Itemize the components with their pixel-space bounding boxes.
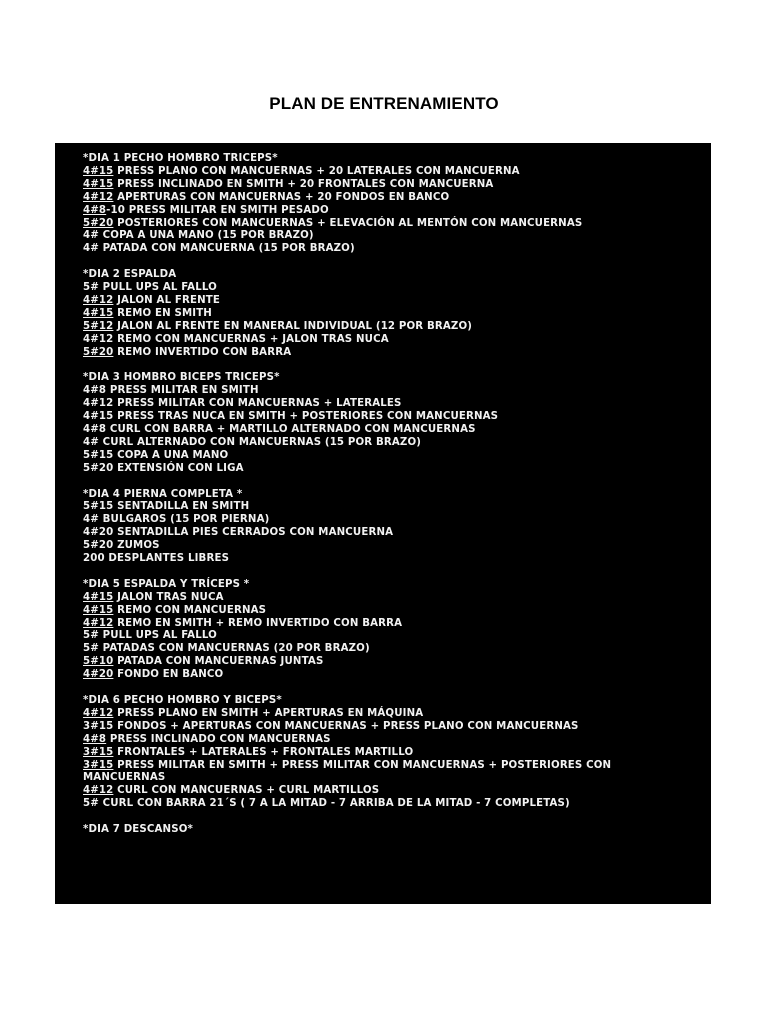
exercise-sets: 4#8 (83, 733, 107, 745)
exercise-sets: 4#20 (83, 669, 114, 681)
exercise-sets: 3#15 (83, 746, 114, 758)
exercise-line (83, 230, 683, 243)
exercise-line (83, 166, 683, 179)
exercise-sets: 4#15 (83, 307, 114, 319)
exercise-line (83, 308, 683, 321)
day-header: *DIA 5 ESPALDA Y TRÍCEPS * (83, 578, 250, 590)
exercise-description: PRESS MILITAR CON MANCUERNAS + LATERALES (113, 398, 402, 410)
exercise-line (83, 437, 683, 450)
exercise-sets: 3#15 (83, 759, 114, 771)
exercise-line (83, 334, 683, 347)
exercise-sets: 5#20 (83, 346, 114, 358)
day-block (83, 824, 683, 837)
exercise-description: REMO EN SMITH (113, 307, 212, 319)
exercise-line (83, 630, 683, 643)
exercise-description: CURL ALTERNADO CON MANCUERNAS (15 POR BRAZO) (98, 436, 422, 448)
day-header: *DIA 1 PECHO HOMBRO TRICEPS* (83, 153, 278, 164)
exercise-sets: 5#20 (83, 462, 114, 474)
exercise-description: PATADA CON MANCUERNAS JUNTAS (113, 656, 324, 668)
exercise-line (83, 398, 683, 411)
exercise-sets: 5# (83, 282, 99, 294)
exercise-line (83, 205, 683, 218)
exercise-description: FONDOS + APERTURAS CON MANCUERNAS + PRESS PLANO CON MANCUERNAS (113, 720, 579, 732)
exercise-description: CURL CON BARRA + MARTILLO ALTERNADO CON MANCUERNAS (106, 424, 476, 435)
exercise-description: CURL CON MANCUERNAS + CURL MARTILLOS (113, 785, 380, 797)
exercise-description: PRESS PLANO CON MANCUERNAS + 20 LATERALES CON MANCUERNA (113, 165, 520, 177)
exercise-description: FRONTALES + LATERALES + FRONTALES MARTILLO (113, 746, 414, 758)
exercise-description: PULL UPS AL FALLO (98, 282, 217, 294)
workout-plan-text (83, 153, 683, 850)
day-block (83, 372, 683, 475)
exercise-sets: 4#12 (83, 333, 114, 345)
exercise-sets: 4#15 (83, 604, 114, 616)
exercise-line (83, 618, 683, 631)
exercise-sets: 4# (83, 230, 99, 242)
exercise-line (83, 721, 683, 734)
exercise-sets: 5# (83, 630, 99, 642)
exercise-sets: 4#8 (83, 424, 107, 435)
exercise-sets: 4#15 (83, 591, 114, 603)
exercise-description: JALON AL FRENTE (113, 294, 221, 306)
exercise-description: SENTADILLA EN SMITH (113, 501, 250, 513)
exercise-sets: 4#15 (83, 411, 114, 423)
exercise-sets: 4#12 (83, 617, 114, 629)
exercise-description: PRESS INCLINADO CON MANCUERNAS (106, 733, 331, 745)
exercise-line (83, 514, 683, 527)
exercise-sets: 5#20 (83, 540, 114, 552)
exercise-description: COPA A UNA MANO (15 POR BRAZO) (98, 230, 314, 242)
exercise-description: PRESS TRAS NUCA EN SMITH + POSTERIORES CON MANCUERNAS (113, 411, 499, 423)
exercise-line (83, 553, 683, 566)
exercise-line (83, 605, 683, 618)
exercise-line (83, 734, 683, 747)
exercise-sets: 4#12 (83, 785, 114, 797)
workout-plan-image (55, 143, 711, 904)
exercise-sets: 5#12 (83, 320, 114, 332)
exercise-description: PRESS MILITAR EN SMITH (106, 385, 259, 397)
exercise-sets: 4#12 (83, 707, 114, 719)
exercise-description: BULGAROS (15 POR PIERNA) (98, 514, 270, 526)
exercise-sets: 200 (83, 553, 105, 565)
exercise-description: DESPLANTES LIBRES (104, 553, 230, 565)
page-title: PLAN DE ENTRENAMIENTO (269, 94, 499, 113)
exercise-sets: 4#15 (83, 178, 114, 190)
day-block (83, 489, 683, 566)
exercise-line (83, 385, 683, 398)
exercise-sets: 5# (83, 798, 99, 810)
exercise-sets: 4#12 (83, 294, 114, 306)
exercise-description: POSTERIORES CON MANCUERNAS + ELEVACIÓN AL MENTÓN CON MANCUERNAS (113, 217, 583, 229)
exercise-description: CURL CON BARRA 21´S ( 7 A LA MITAD - 7 ARRIBA DE LA MITAD - 7 COMPLETAS) (98, 798, 570, 810)
day-header: *DIA 4 PIERNA COMPLETA * (83, 488, 243, 500)
exercise-description: EXTENSIÓN CON LIGA (113, 462, 244, 474)
exercise-description: REMO CON MANCUERNAS (113, 604, 267, 616)
day-block (83, 695, 683, 811)
exercise-line (83, 424, 683, 437)
exercise-line (83, 592, 683, 605)
exercise-description: APERTURAS CON MANCUERNAS + 20 FONDOS EN BANCO (113, 191, 450, 203)
exercise-line (83, 321, 683, 334)
exercise-line (83, 295, 683, 308)
day-block (83, 269, 683, 359)
exercise-line (83, 747, 683, 760)
exercise-sets: 4# (83, 514, 99, 526)
exercise-description: REMO EN SMITH + REMO INVERTIDO CON BARRA (113, 617, 403, 629)
exercise-description: SENTADILLA PIES CERRADOS CON MANCUERNA (113, 527, 394, 539)
exercise-description: PRESS PLANO EN SMITH + APERTURAS EN MÁQUINA (113, 707, 424, 719)
exercise-line (83, 540, 683, 553)
exercise-description: -10 PRESS MILITAR EN SMITH PESADO (106, 204, 329, 216)
exercise-line (83, 192, 683, 205)
exercise-line (83, 450, 683, 463)
exercise-description: PRESS INCLINADO EN SMITH + 20 FRONTALES CON MANCUERNA (113, 178, 494, 190)
exercise-description: FONDO EN BANCO (113, 669, 224, 681)
day-header: *DIA 7 DESCANSO* (83, 824, 194, 836)
exercise-sets: 4#12 (83, 191, 114, 203)
day-header: *DIA 6 PECHO HOMBRO Y BICEPS* (83, 694, 282, 706)
exercise-description: ZUMOS (113, 540, 160, 552)
exercise-description: JALON TRAS NUCA (113, 591, 224, 603)
exercise-line (83, 282, 683, 295)
exercise-line (83, 643, 683, 656)
exercise-sets: 5#20 (83, 217, 114, 229)
exercise-line (83, 760, 683, 786)
exercise-line (83, 798, 683, 811)
exercise-description: PATADAS CON MANCUERNAS (20 POR BRAZO) (98, 643, 370, 655)
exercise-line (83, 785, 683, 798)
exercise-line (83, 669, 683, 682)
exercise-description: REMO CON MANCUERNAS + JALON TRAS NUCA (113, 333, 389, 345)
exercise-sets: 4#8 (83, 204, 107, 216)
exercise-description: COPA A UNA MANO (113, 449, 229, 461)
exercise-line (83, 708, 683, 721)
exercise-line (83, 218, 683, 231)
exercise-description: REMO INVERTIDO CON BARRA (113, 346, 292, 358)
exercise-sets: 4#15 (83, 165, 114, 177)
day-block (83, 153, 683, 256)
exercise-sets: 5# (83, 643, 99, 655)
exercise-sets: 4# (83, 436, 99, 448)
day-block (83, 579, 683, 682)
day-header: *DIA 3 HOMBRO BICEPS TRICEPS* (83, 372, 280, 384)
exercise-sets: 4# (83, 243, 99, 255)
day-header: *DIA 2 ESPALDA (83, 269, 177, 281)
exercise-line (83, 243, 683, 256)
exercise-line (83, 463, 683, 476)
exercise-line (83, 527, 683, 540)
exercise-sets: 5#15 (83, 501, 114, 513)
exercise-sets: 4#20 (83, 527, 114, 539)
exercise-description: JALON AL FRENTE EN MANERAL INDIVIDUAL (12 POR BRAZO) (113, 320, 473, 332)
exercise-line (83, 347, 683, 360)
exercise-description: PRESS MILITAR EN SMITH + PRESS MILITAR CON MANCUERNAS + POSTERIORES CON MANCUERNAS (83, 759, 612, 784)
exercise-sets: 3#15 (83, 720, 114, 732)
exercise-line (83, 179, 683, 192)
exercise-sets: 5#10 (83, 656, 114, 668)
exercise-sets: 4#8 (83, 385, 107, 397)
exercise-sets: 5#15 (83, 449, 114, 461)
exercise-line (83, 501, 683, 514)
exercise-description: PULL UPS AL FALLO (98, 630, 217, 642)
exercise-sets: 4#12 (83, 398, 114, 410)
exercise-description: PATADA CON MANCUERNA (15 POR BRAZO) (98, 243, 355, 255)
exercise-line (83, 656, 683, 669)
exercise-line (83, 411, 683, 424)
